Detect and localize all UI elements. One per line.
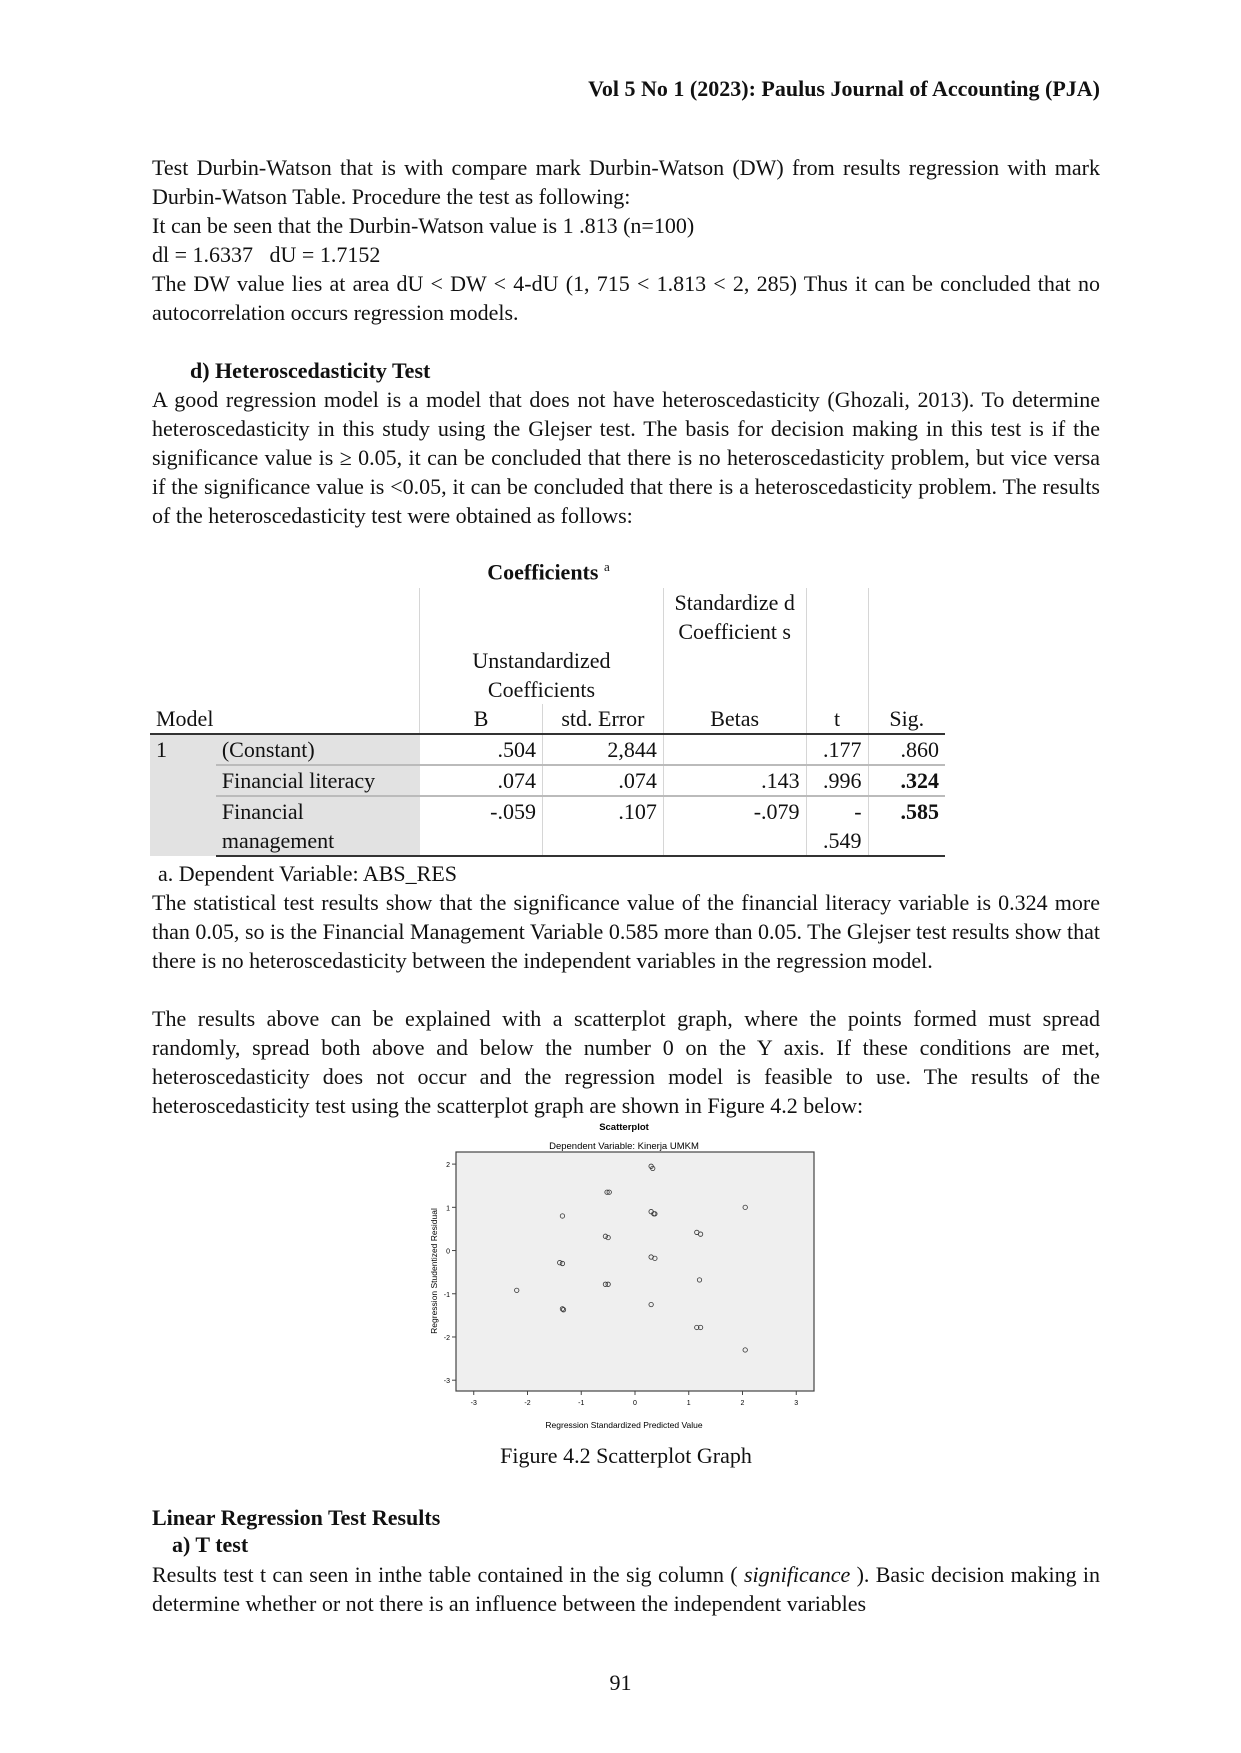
table-title (152, 559, 945, 585)
subsection-heading: a) T test (172, 1532, 249, 1557)
cell-t: .996 (806, 765, 868, 796)
table-title-text: Coefficients (487, 559, 599, 585)
table-footnote: a. Dependent Variable: ABS_RES (158, 861, 457, 886)
header-model: Model (156, 706, 214, 731)
cell-b: .504 (420, 734, 543, 765)
header-sig: Sig. (868, 588, 945, 734)
cell-sig: .324 (868, 765, 945, 796)
paragraph: It can be seen that the Durbin-Watson value is 1 .813 (n=100) (152, 213, 695, 238)
cell-se: .107 (542, 796, 663, 856)
header-b: B (420, 704, 543, 734)
paragraph (152, 1560, 1100, 1618)
x-tick-label: -3 (470, 1400, 477, 1407)
paragraph: dl = 1.6337 dU = 1.7152 (152, 242, 381, 267)
cell-beta: -.079 (663, 796, 806, 856)
row-label: Financial literacy (216, 765, 420, 796)
y-tick-label: -2 (443, 1334, 450, 1342)
cell-beta (663, 734, 806, 765)
table-row (150, 734, 945, 765)
y-tick-label: -3 (443, 1378, 450, 1386)
italic-term: significance (743, 1562, 851, 1587)
x-tick-label: -2 (524, 1400, 531, 1407)
cell-b: -.059 (420, 796, 543, 856)
cell-sig: .585 (868, 796, 945, 856)
x-axis-label: Regression Standardized Predicted Value (545, 1420, 703, 1430)
x-tick-label: 1 (686, 1400, 691, 1407)
cell-beta: .143 (663, 765, 806, 796)
cell-t: - .549 (806, 796, 868, 856)
x-tick-label: 2 (740, 1400, 745, 1407)
header-t: t (806, 588, 868, 734)
plot-area (456, 1152, 814, 1391)
figure-caption: Figure 4.2 Scatterplot Graph (500, 1443, 752, 1468)
section-heading: Linear Regression Test Results (152, 1505, 441, 1530)
cell-se: 2,844 (542, 734, 663, 765)
header-betas: Betas (663, 704, 806, 734)
table-row (150, 796, 945, 856)
y-tick-label: 0 (446, 1248, 450, 1256)
text-run: ). Basic decision making in determine whether or not there is an influence between the independent variables (152, 1562, 1101, 1616)
paragraph: The DW value lies at area dU < DW < 4-dU (1, 715 < 1.813 < 2, 285) Thus it can be concluded that no autocorrelation occurs regression models. (152, 271, 1100, 325)
y-tick-label: -1 (443, 1291, 450, 1299)
cell-b: .074 (420, 765, 543, 796)
scatterplot-figure (420, 1118, 830, 1438)
cell-sig: .860 (868, 734, 945, 765)
header-standardized: Standardize d Coefficient s (663, 588, 806, 704)
paragraph: The results above can be explained with a scatterplot graph, where the points formed must spread randomly, spread both above and below the number 0 on the Y axis. If these conditions are met, heteroscedasticity does not occur and the regression model is feasible to use. The results of the heteroscedasticity test using the scatterplot graph are shown in Figure 4.2 below: (152, 1006, 1100, 1118)
paragraph: A good regression model is a model that does not have heteroscedasticity (Ghozali, 2013). To determine heteroscedasticity in this study using the Glejser test. The basis for decision making in this test is if the significance value is ≥ 0.05, it can be concluded that there is no heteroscedasticity problem, but vice versa if the significance value is <0.05, it can be concluded that there is a heteroscedasticity problem. The results of the heteroscedasticity test were obtained as follows: (152, 387, 1100, 528)
header-std-error: std. Error (542, 704, 663, 734)
text-run: Results test t can seen in inthe table contained in the sig column ( (152, 1562, 744, 1587)
paragraph: Test Durbin-Watson that is with compare mark Durbin-Watson (DW) from results regression with mark Durbin-Watson Table. Procedure the test as following: (152, 155, 1100, 209)
table-row (150, 765, 945, 796)
footnote-marker: a (603, 559, 610, 574)
paragraph: The statistical test results show that the significance value of the financial literacy variable is 0.324 more than 0.05, so is the Financial Management Variable 0.585 more than 0.05. The Glejser test results show that there is no heteroscedasticity between the independent variables in the regression model. (152, 890, 1100, 973)
cell-t: .177 (806, 734, 868, 765)
model-number: 1 (150, 734, 216, 856)
y-tick-label: 1 (446, 1205, 450, 1213)
cell-se: .074 (542, 765, 663, 796)
x-tick-label: 3 (794, 1400, 799, 1407)
chart-title: Scatterplot (599, 1122, 649, 1133)
header-unstandardized: Unstandardized Coefficients (420, 588, 664, 704)
row-label: (Constant) (216, 734, 420, 765)
chart-subtitle: Dependent Variable: Kinerja UMKM (549, 1141, 699, 1152)
page-number: 91 (609, 1670, 632, 1695)
row-label: Financial management (216, 796, 420, 856)
x-tick-label: 0 (633, 1400, 637, 1407)
y-axis-label: Regression Studentized Residual (429, 1208, 439, 1334)
journal-header: Vol 5 No 1 (2023): Paulus Journal of Accounting (PJA) (588, 76, 1100, 101)
x-tick-label: -1 (578, 1400, 585, 1407)
durbin-watson-section (152, 153, 1100, 327)
coefficients-table (150, 588, 945, 857)
y-tick-label: 2 (446, 1162, 450, 1170)
section-heading: d) Heteroscedasticity Test (190, 358, 431, 383)
